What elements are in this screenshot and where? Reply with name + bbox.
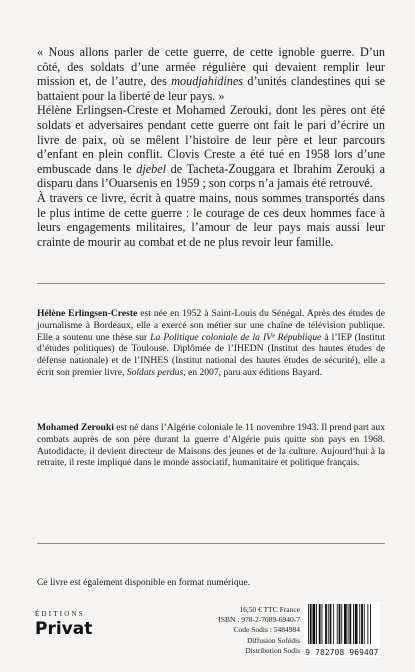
- publisher-editions-label: ÉDITIONS: [35, 610, 85, 618]
- author-name-helene: Hélène Erlingsen-Creste: [37, 308, 138, 319]
- barcode-number: 9 782708 969407: [305, 648, 379, 657]
- publisher-name: Privat: [35, 619, 93, 639]
- pricing-info: [212, 605, 300, 656]
- blurb-paragraph-summary: À travers ce livre, écrit à quatre mains, nous sommes transportés dans le plus intime de cette guerre : le courage de ces deux hommes face à leurs engagements militaires, l’amour de leur pays mais aussi leur crainte de mourir au combat et de ne plus revoir leur famille.: [37, 190, 385, 249]
- author-name-mohamed: Mohamed Zerouki: [37, 422, 114, 433]
- divider-bottom: [37, 543, 385, 544]
- diffusion: Diffusion Sofédis: [247, 635, 300, 645]
- barcode: [304, 601, 380, 657]
- blurb: [37, 45, 385, 249]
- blurb-paragraph-authors: Hélène Erlingsen-Creste et Mohamed Zerouki, dont les pères ont été soldats et adversaires pendant cette guerre ont fait le pari d’écrire un livre de paix, où se mêlent l’histoire de leur père et leur parcours d’enfant en plein conflit. Clovis Creste a été tué en 1958 lors d’une embuscade dans le djebel de Tacheta-Zouggara et Ibrahim Zerouki a disparu dans l’Ouarsenis en 1959 ; son corps n’a jamais été retrouvé.: [37, 103, 385, 191]
- author-bio-mohamed: Mohamed Zerouki est né dans l’Algérie coloniale le 11 novembre 1943. Il prend part aux combats auprès de son père durant la guerre d’Algérie puis quitte son pays en 1968. Autodidacte, il devient directeur de Maisons des jeunes et de la culture. Aujourd’hui à la retraite, il reste impliqué dans le monde associatif, humanitaire et politique français.: [37, 422, 385, 469]
- digital-edition-note: Ce livre est également disponible en format numérique.: [37, 577, 251, 588]
- distribution: Distribution Sodis: [245, 645, 300, 655]
- barcode-bars-icon: [304, 601, 380, 647]
- price: 16,50 € TTC France: [239, 605, 300, 614]
- isbn: ISBN : 978-2-7089-6940-7: [218, 615, 300, 625]
- publisher-logo: [35, 610, 125, 639]
- divider-top: [37, 283, 385, 284]
- blurb-quote: « Nous allons parler de cette guerre, de cette ignoble guerre. D’un côté, des soldats d’une armée régulière qui devaient remplir leur mission et, de l’autre, des moudjahidines d’unités clandestines qui se battaient pour la liberté de leur pays. »: [37, 45, 385, 103]
- sodis-code: Code Sodis : 5484984: [233, 625, 300, 635]
- author-bio-helene: Hélène Erlingsen-Creste est née en 1952 à Saint-Louis du Sénégal. Après des études de journalisme à Bordeaux, elle a exercé son métier sur une chaîne de télévision publique. Elle a soutenu une thèse sur La Politique coloniale de la IVᵉ République à l’IEP (Institut d’études politiques) de Toulouse. Diplômée de l’IHEDN (Institut des hautes études de défense nationale) et de l’INHES (Institut national des hautes études de sécurité), elle a écrit son premier livre, Soldats perdus, en 2007, paru aux éditions Bayard.: [37, 308, 385, 378]
